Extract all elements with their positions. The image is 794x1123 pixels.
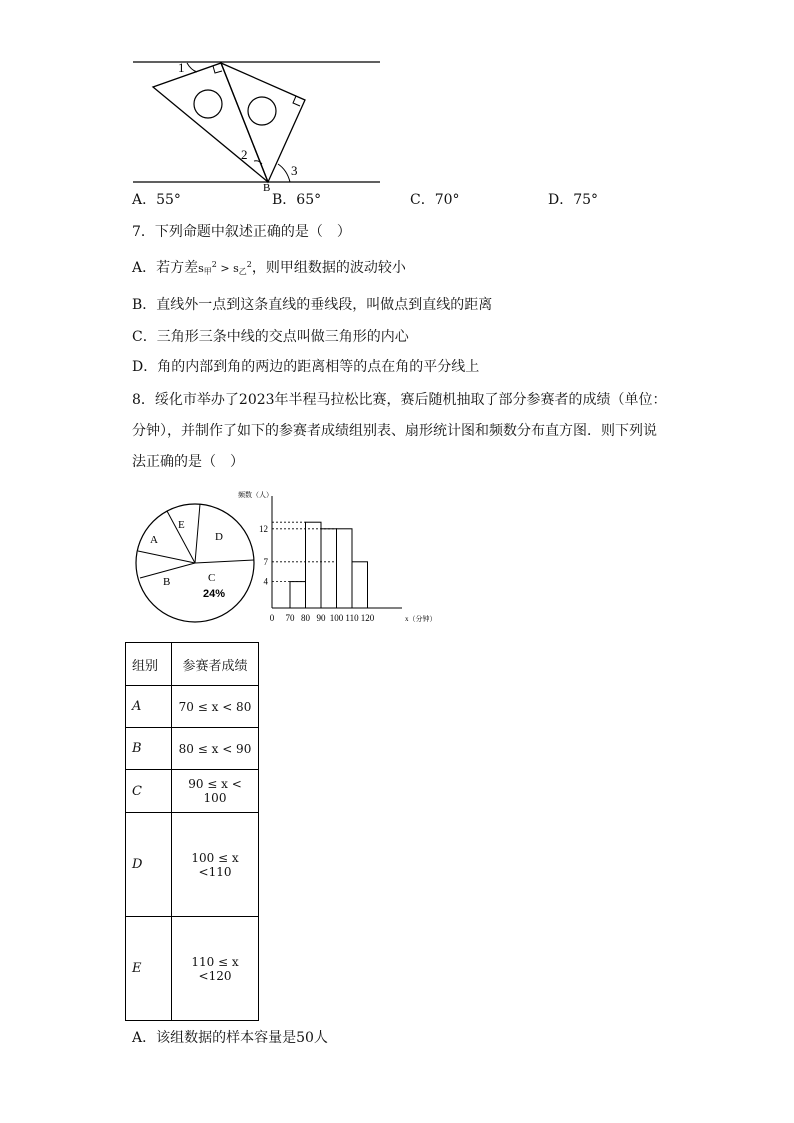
table-row-b-range: 80 ≤ x < 90 [172, 728, 259, 770]
variance-sup-2: 2 [246, 260, 252, 269]
q8-stem-line-2: 分钟），并制作了如下的参赛者成绩组别表、扇形统计图和频数分布直方图．则下列说 [132, 423, 657, 439]
histogram-bar [337, 529, 353, 608]
x-tick-label: 0 [269, 613, 275, 623]
table-row-d-range: 100 ≤ x <110 [172, 813, 259, 917]
x-tick-label: 100 [329, 613, 344, 623]
q7-option-b[interactable]: B．直线外一点到这条直线的垂线段，叫做点到直线的距离 [132, 297, 493, 313]
q6-option-a[interactable]: A．55° [132, 192, 181, 208]
variance-subscript-2: 乙 [238, 267, 247, 276]
histogram-bar [306, 522, 322, 608]
q8-stem-line-1: 8．绥化市举办了2023年半程马拉松比赛，赛后随机抽取了部分参赛者的成绩（单位： [132, 392, 667, 408]
y-axis-label: 频数（人） [238, 491, 273, 499]
y-tick-label: 7 [263, 556, 268, 567]
q7-stem: 7．下列命题中叙述正确的是（ ） [132, 224, 351, 240]
angle-3-label: 3 [291, 163, 298, 178]
frequency-histogram [232, 488, 442, 633]
x-tick-label: 110 [345, 613, 359, 623]
pie-label-c-percent: 24% [203, 588, 226, 600]
q7-option-a-suffix: ，则甲组数据的波动较小 [251, 260, 406, 276]
table-row-a-group: A [126, 686, 172, 728]
table-row-a-range: 70 ≤ x < 80 [172, 686, 259, 728]
pie-label-c: C [208, 572, 216, 584]
q6-option-c[interactable]: C．70° [410, 192, 460, 208]
variance-subscript-1: 甲 [203, 267, 212, 276]
histogram-bar [321, 529, 337, 608]
table-row-c-group: C [126, 770, 172, 813]
x-tick-label: 70 [285, 613, 295, 623]
x-tick-label: 80 [301, 613, 310, 623]
angle-1-label: 1 [178, 60, 185, 75]
greater-than: > [220, 262, 230, 275]
y-tick-label: 12 [259, 523, 268, 534]
variance-symbol-1: s [198, 262, 204, 275]
pie-label-d: D [215, 531, 223, 543]
q7-option-c[interactable]: C．三角形三条中线的交点叫做三角形的内心 [132, 329, 409, 345]
point-b-label: B [263, 182, 271, 192]
histogram-bar [290, 582, 306, 608]
table-row-e-range: 110 ≤ x <120 [172, 917, 259, 1021]
q6-option-d[interactable]: D．75° [548, 192, 599, 208]
table-header-group: 组别 [126, 643, 172, 686]
variance-sup-1: 2 [211, 260, 217, 269]
pie-label-e: E [178, 519, 185, 531]
x-tick-label: 120 [360, 613, 375, 623]
x-tick-label: 90 [316, 613, 326, 623]
variance-symbol-2: s [233, 262, 239, 275]
q8-stem-line-3: 法正确的是（ ） [132, 454, 244, 470]
q7-option-a[interactable] [132, 258, 406, 280]
angle-2-label: 2 [241, 147, 248, 162]
y-tick-label: 4 [263, 576, 268, 587]
q7-option-d[interactable]: D．角的内部到角的两边的距离相等的点在角的平分线上 [132, 359, 480, 375]
table-row-b-group: B [126, 728, 172, 770]
q8-option-a[interactable]: A．该组数据的样本容量是50人 [132, 1030, 328, 1046]
x-axis-label: x（分钟） [405, 615, 437, 623]
pie-label-b: B [163, 576, 171, 588]
q6-geometry-figure [125, 52, 390, 192]
group-table [125, 642, 259, 1021]
table-row-e-group: E [126, 917, 172, 1021]
q7-option-a-prefix: A．若方差 [132, 260, 199, 276]
pie-label-a: A [150, 534, 158, 546]
histogram-bar [352, 562, 368, 608]
table-row-c-range: 90 ≤ x < 100 [172, 770, 259, 813]
table-row-d-group: D [126, 813, 172, 917]
q6-option-b[interactable]: B．65° [272, 192, 322, 208]
table-header-score: 参赛者成绩 [172, 643, 259, 686]
